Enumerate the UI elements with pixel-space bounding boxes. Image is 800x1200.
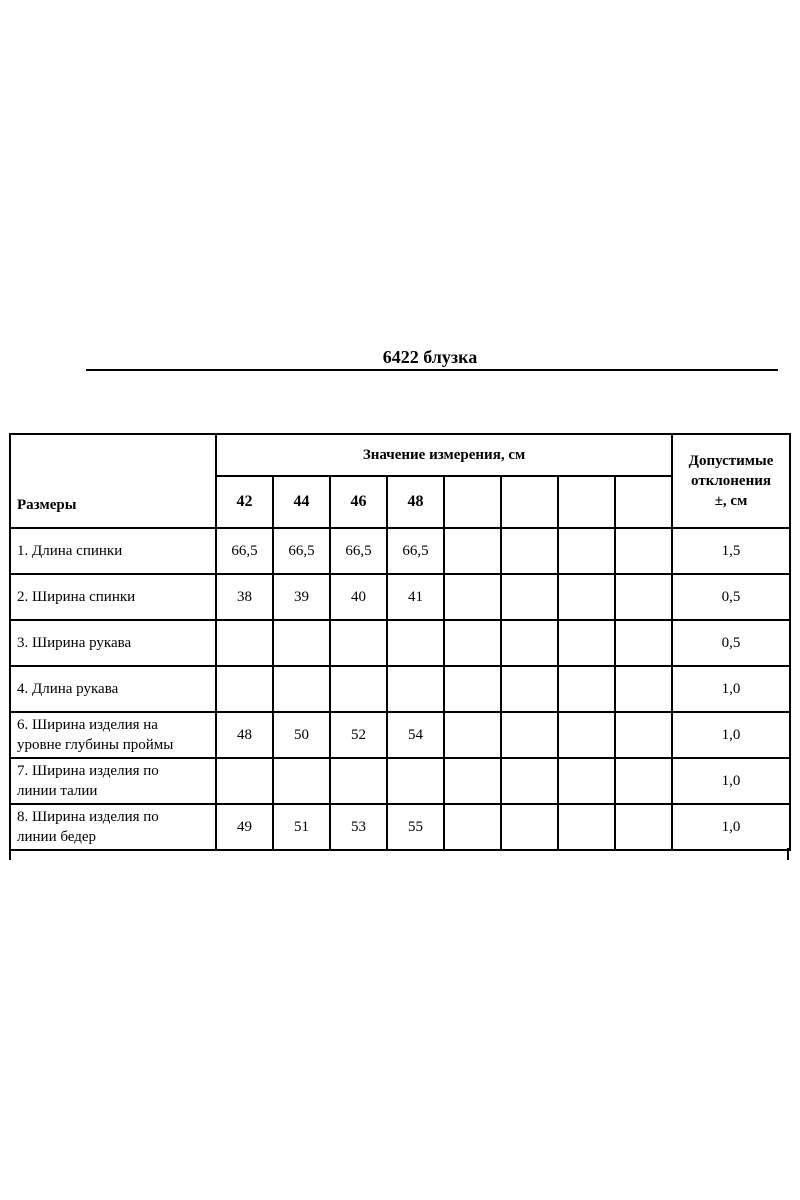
measurement-value [444,666,501,712]
measurement-value: 50 [273,712,330,758]
row-label [10,712,216,758]
tolerance-value: 1,0 [672,666,790,712]
measurement-value [501,666,558,712]
measurement-value: 66,5 [387,528,444,574]
table-row [10,574,790,620]
size-header [615,476,672,528]
measurement-value [330,620,387,666]
table-row [10,528,790,574]
row-label-line: уровне глубины проймы [17,737,174,753]
table-row [10,758,790,804]
measurement-value [501,804,558,850]
size-header: 44 [273,476,330,528]
measurement-value [387,758,444,804]
measurement-value [558,712,615,758]
size-header: 42 [216,476,273,528]
tolerance-value: 0,5 [672,620,790,666]
tolerance-header-line-1: Допустимые [688,453,774,469]
row-label-line: 4. Длина рукава [17,681,119,697]
title-underline [86,369,778,371]
table-row [10,804,790,850]
table-row [10,712,790,758]
tolerance-value: 1,0 [672,804,790,850]
measurement-value [444,712,501,758]
measurement-value: 40 [330,574,387,620]
size-header: 46 [330,476,387,528]
measurement-value: 53 [330,804,387,850]
tolerance-value: 0,5 [672,574,790,620]
row-label-line: 6. Ширина изделия на [17,717,158,733]
measurement-value: 48 [216,712,273,758]
sizes-label: Размеры [10,476,216,528]
measurement-value [558,666,615,712]
measurement-value [558,758,615,804]
measurement-value: 55 [387,804,444,850]
tolerance-value: 1,0 [672,758,790,804]
measurement-value [501,758,558,804]
measurement-value [273,758,330,804]
measurement-value [330,758,387,804]
measurement-value: 51 [273,804,330,850]
measurement-value [615,574,672,620]
measurement-value [558,804,615,850]
measurement-value [615,666,672,712]
measurement-table [9,433,791,851]
row-label [10,620,216,666]
measurement-value [558,574,615,620]
table-row [10,620,790,666]
row-label-line: линии талии [17,783,98,799]
header-corner-cell [10,434,216,476]
measurement-value [387,666,444,712]
tolerance-header-line-2: отклонения [691,473,771,489]
measurement-value: 49 [216,804,273,850]
measurement-value [558,620,615,666]
measurement-value: 41 [387,574,444,620]
measurement-value [444,620,501,666]
measurement-value [615,712,672,758]
size-header [501,476,558,528]
tolerance-value: 1,5 [672,528,790,574]
measurement-value [558,528,615,574]
measurement-value [216,666,273,712]
measurement-value [216,620,273,666]
table-edge-stub-left [9,848,11,860]
tolerance-value: 1,0 [672,712,790,758]
measurement-value [273,620,330,666]
size-header: 48 [387,476,444,528]
table-edge-stub-right [787,848,789,860]
header-row-group [10,434,790,476]
tolerance-header-line-3: ±, см [714,493,748,509]
row-label-line: 1. Длина спинки [17,543,123,559]
measurement-value: 38 [216,574,273,620]
measurement-value [501,574,558,620]
row-label-line: 2. Ширина спинки [17,589,136,605]
measurement-value: 54 [387,712,444,758]
measurement-value [216,758,273,804]
size-header [558,476,615,528]
row-label [10,574,216,620]
measurement-group-header: Значение измерения, см [216,434,672,476]
row-label-line: 7. Ширина изделия по [17,763,159,779]
measurement-value: 66,5 [216,528,273,574]
row-label-line: 3. Ширина рукава [17,635,132,651]
measurement-value [615,620,672,666]
measurement-value [273,666,330,712]
row-label-line: линии бедер [17,829,97,845]
measurement-value [615,758,672,804]
measurement-value [387,620,444,666]
row-label [10,528,216,574]
measurement-value [444,574,501,620]
measurement-value [501,712,558,758]
size-header [444,476,501,528]
row-label-line: 8. Ширина изделия по [17,809,159,825]
row-label [10,666,216,712]
tolerance-header [672,434,790,528]
measurement-value [615,804,672,850]
document-title: 6422 блузка [382,347,478,367]
measurement-value: 66,5 [273,528,330,574]
measurement-value [444,528,501,574]
measurement-value [330,666,387,712]
measurement-value [615,528,672,574]
table-row [10,666,790,712]
measurement-value [501,620,558,666]
measurement-value [501,528,558,574]
measurement-value [444,804,501,850]
row-label [10,804,216,850]
measurement-value: 52 [330,712,387,758]
measurement-value: 66,5 [330,528,387,574]
measurement-value [444,758,501,804]
measurement-value: 39 [273,574,330,620]
row-label [10,758,216,804]
